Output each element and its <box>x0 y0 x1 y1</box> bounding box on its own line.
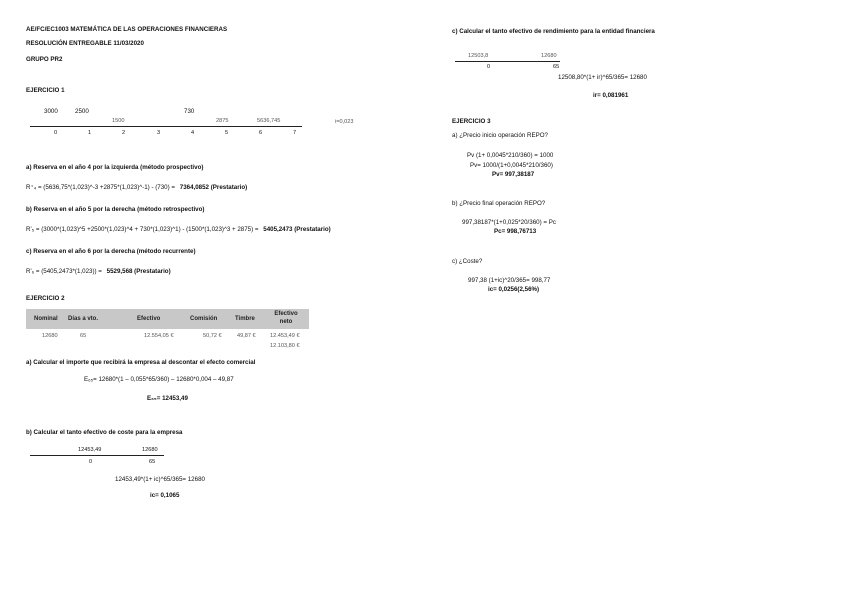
cashflow-amount: 12680 <box>142 447 158 453</box>
table-header: Efectivo <box>137 316 161 322</box>
ej1-a-result: 7364,0852 (Prestatario) <box>179 184 248 191</box>
table-header: Timbre <box>235 316 255 322</box>
ej3-b-line: 997,38187*(1+0,025*20/360) = Pc <box>462 219 556 226</box>
cashflow-amount: 12453,49 <box>78 447 102 453</box>
ej1-b-result: 5405,2473 (Prestatario) <box>263 226 331 233</box>
ej2-title: EJERCICIO 2 <box>26 295 65 302</box>
ej3-title: EJERCICIO 3 <box>452 118 491 125</box>
table-cell: 12680 <box>42 333 58 339</box>
ej1-b-title: b) Reserva en el año 5 por la derecha (método retrospectivo) <box>26 206 205 213</box>
cashflow-tick: 65 <box>553 64 560 70</box>
timeline-tick: 2 <box>122 130 126 136</box>
cashflow-amount: 12503,8 <box>468 53 489 59</box>
ej3-a-line: Pv= 1000/(1+0,0045*210/360) <box>470 162 553 169</box>
ej1-c-title: c) Reserva en el año 6 por la derecha (método recurrente) <box>26 248 196 255</box>
ej2-c-formula: 12508,80*(1+ ir)^65/365= 12680 <box>558 74 647 81</box>
group-label: GRUPO PR2 <box>26 56 63 63</box>
ej1-a-formula: R⁺₄ = (5636,75*(1,023)^-3 +2875*(1,023)^-1) - (730) = 7364,0852 (Prestatario) <box>26 184 248 191</box>
ej3-a-line: Pv (1+ 0,0045*210/360) = 1000 <box>467 152 554 159</box>
timeline-tick: 6 <box>259 130 263 136</box>
cashflow-axis <box>30 455 164 456</box>
timeline-tick: 1 <box>88 130 92 136</box>
ej2-b-result: ic= 0,1065 <box>150 492 180 499</box>
ej1-b-formula: R'₅ = (3000*(1,023)^5 +2500*(1,023)^4 + 730*(1,023)^1) - (1500*(1,023)^3 + 2875) = 5405,2473 (Prestatario) <box>26 226 331 233</box>
timeline-amount: 3000 <box>44 108 58 115</box>
ej1-title: EJERCICIO 1 <box>26 87 65 94</box>
table-header: Nominal <box>34 316 58 322</box>
timeline-amount: 5636,745 <box>257 118 281 124</box>
timeline-rate: i=0,023 <box>335 119 354 125</box>
timeline-tick: 4 <box>191 130 195 136</box>
timeline-amount: 1500 <box>112 118 125 124</box>
timeline-tick: 0 <box>54 130 58 136</box>
timeline-tick: 5 <box>225 130 229 136</box>
timeline-amount: 2500 <box>75 108 89 115</box>
timeline-tick: 3 <box>157 130 161 136</box>
ej3-a-title: a) ¿Precio inicio operación REPO? <box>452 132 548 139</box>
ej2-b-title: b) Calcular el tanto efectivo de coste para la empresa <box>26 429 183 436</box>
ej1-a-title: a) Reserva en el año 4 por la izquierda (método prospectivo) <box>26 164 204 171</box>
doc-title: AE/FC/EC1003 MATEMÁTICA DE LAS OPERACIONES FINANCIERAS <box>26 26 228 33</box>
timeline-tick: 7 <box>293 130 297 136</box>
table-header-row <box>26 309 309 329</box>
timeline-amount: 2875 <box>216 118 229 124</box>
table-cell: 49,87 € <box>237 333 256 339</box>
table-cell: 50,72 € <box>203 333 222 339</box>
table-header: Comisión <box>190 316 218 322</box>
cashflow-tick: 65 <box>149 459 156 465</box>
doc-subtitle: RESOLUCIÓN ENTREGABLE 11/03/2020 <box>26 40 144 47</box>
ej3-a-result: Pv= 997,38187 <box>492 171 535 178</box>
ej3-c-line: 997,38 (1+ic)^20/365= 998,77 <box>468 277 551 284</box>
cashflow-tick: 0 <box>487 64 491 70</box>
cashflow-tick: 0 <box>89 459 93 465</box>
ej2-a-formula: E₆₅= 12680*(1 – 0,055*65/360) – 12680*0,004 – 49,87 <box>84 376 234 383</box>
table-cell: 12.453,49 € <box>270 333 300 339</box>
ej3-b-result: Pc= 998,76713 <box>494 228 537 235</box>
cashflow-axis <box>455 61 560 62</box>
ej1-c-formula: R'₆ = (5405,2473*(1,023)) = 5529,568 (Prestatario) <box>26 268 171 275</box>
ej2-c-title: c) Calcular el tanto efectivo de rendimiento para la entidad financiera <box>452 28 655 35</box>
timeline-axis <box>30 126 302 127</box>
ej2-a-title: a) Calcular el importe que recibirá la empresa al descontar el efecto comercial <box>26 359 256 366</box>
ej2-b-formula: 12453,49*(1+ ic)^65/365= 12680 <box>115 476 205 483</box>
table-cell: 65 <box>80 333 87 339</box>
ej3-c-result: ic= 0,0256(2,56%) <box>488 286 540 293</box>
table-cell: 12.103,80 € <box>270 343 300 349</box>
cashflow-amount: 12680 <box>541 53 557 59</box>
ej2-a-result: E₆₅= 12453,49 <box>147 395 188 402</box>
table-cell: 12.554,05 € <box>144 333 174 339</box>
table-header: Efectivo neto <box>274 311 298 325</box>
ej3-c-title: c) ¿Coste? <box>452 258 483 265</box>
timeline-amount: 730 <box>184 108 195 115</box>
table-header: Días a vto. <box>68 316 99 322</box>
ej1-c-result: 5529,568 (Prestatario) <box>106 268 171 275</box>
ej3-b-title: b) ¿Precio final operación REPO? <box>452 200 546 207</box>
ej2-c-result: ir= 0,081961 <box>593 92 629 99</box>
